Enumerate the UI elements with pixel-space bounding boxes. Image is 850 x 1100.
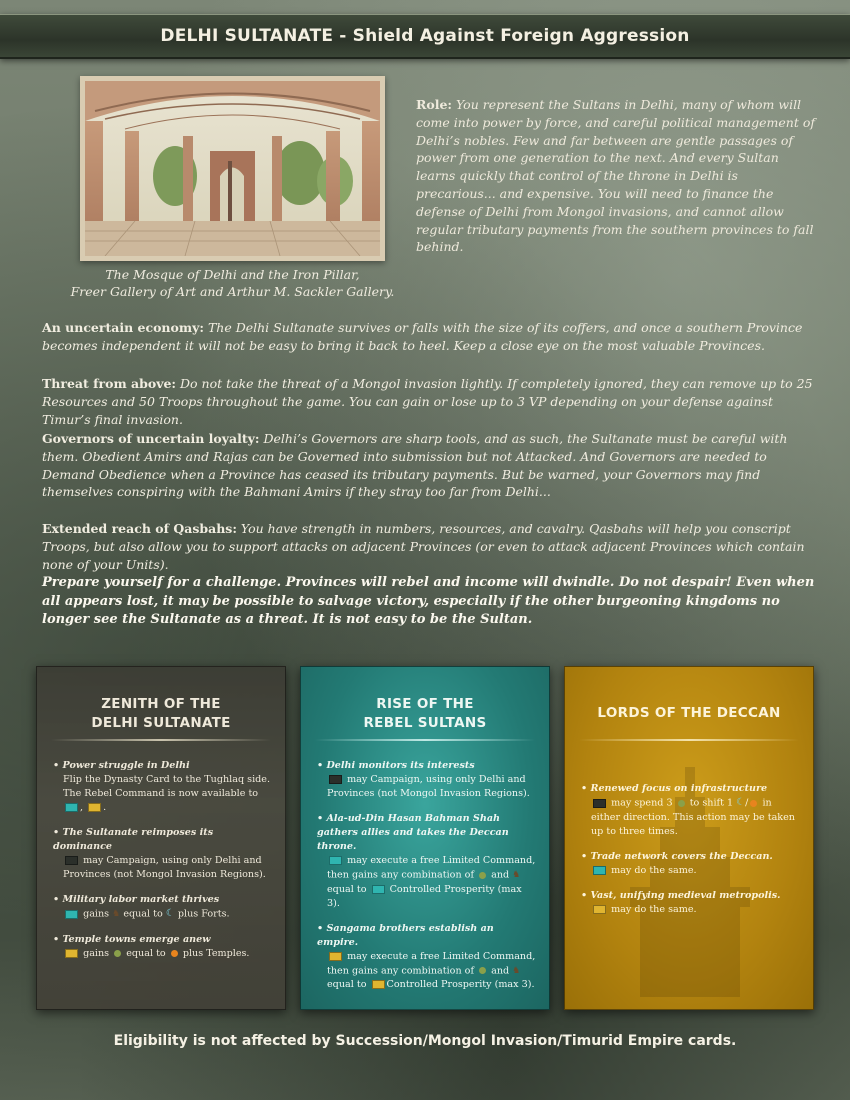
resource-icon <box>114 950 121 957</box>
item-text: may execute a free Limited Command, <box>347 950 536 962</box>
item-text: equal to <box>327 883 367 895</box>
section-economy <box>42 319 817 355</box>
horse-icon: ♞ <box>112 909 121 919</box>
gold-faction-icon <box>329 952 342 961</box>
item-text: up to three times. <box>591 825 678 837</box>
section-title: Extended reach of Qasbahs: <box>42 521 237 536</box>
item-text: to shift 1 <box>689 797 734 809</box>
item-text: in <box>762 797 772 809</box>
card-title-line-1: LORDS OF THE DECCAN <box>597 705 781 721</box>
gold-faction-icon <box>372 980 385 989</box>
card-items <box>317 759 537 1003</box>
card-lords-deccan <box>564 666 814 1010</box>
card-item <box>587 782 801 839</box>
item-text: then gains any combination of <box>327 965 474 976</box>
teal-faction-icon <box>372 885 385 894</box>
card-item <box>587 889 801 917</box>
delhi-faction-icon <box>65 856 78 865</box>
item-heading: • Vast, unifying medieval metropolis. <box>581 889 801 903</box>
title-banner <box>0 14 850 59</box>
item-body <box>323 854 537 911</box>
item-heading: • The Sultanate reimposes its dominance <box>53 826 273 854</box>
section-title: An uncertain economy: <box>42 320 204 335</box>
resource-icon <box>678 800 685 807</box>
item-heading: • Temple towns emerge anew <box>53 933 273 947</box>
card-title-line-2: REBEL SULTANS <box>363 715 487 731</box>
item-text: gains <box>83 908 110 920</box>
item-text: may Campaign, using only Delhi and <box>347 774 526 785</box>
item-text: may spend 3 <box>611 797 673 809</box>
sun-icon <box>171 950 178 957</box>
card-title-line-1: ZENITH OF THE <box>101 696 221 712</box>
item-text: may execute a free Limited Command, <box>347 855 536 866</box>
item-body <box>59 854 273 882</box>
gold-faction-icon <box>65 949 78 958</box>
card-item <box>587 850 801 878</box>
resource-icon <box>479 967 486 974</box>
delhi-faction-icon <box>593 799 606 808</box>
card-title <box>301 695 549 733</box>
teal-faction-icon <box>65 910 78 919</box>
section-text: You have strength in numbers, resources, and cavalry. Qasbahs will help you conscript Troops, but also allow you to support attacks on adjacent Provinces (or even to attack adjacent Provinces which contain none of your Units). <box>42 521 805 572</box>
item-body <box>59 907 273 922</box>
item-heading: • Delhi monitors its interests <box>317 759 537 773</box>
page-title: DELHI SULTANATE - Shield Against Foreign Aggression <box>160 26 690 46</box>
item-text: and <box>491 965 510 976</box>
card-zenith <box>36 666 286 1010</box>
item-text: Flip the Dynasty Card to the Tughlaq side. <box>63 774 271 785</box>
item-text: gains <box>83 947 110 959</box>
item-text: may Campaign, using only Delhi and <box>83 855 262 866</box>
item-heading: • Ala-ud-Din Hasan Bahman Shah gathers allies and takes the Deccan throne. <box>317 812 537 854</box>
role-label: Role: <box>416 97 453 112</box>
delhi-faction-icon <box>329 775 342 784</box>
role-text: You represent the Sultans in Delhi, many of whom will come into power by force, and careful political management of Delhi’s nobles. Few and far between are gentle passages of power from one generation to the next. And every Sultan learns quickly that control of the throne in Delhi is precarious... and expensive. You will need to finance the defense of Delhi from Mongol invasions, and cannot allow regular tributary payments from the southern provinces to fall behind. <box>416 97 815 255</box>
card-items <box>53 759 273 972</box>
item-text: Provinces (not Mongol Invasion Regions). <box>63 869 266 880</box>
gold-faction-icon <box>88 803 101 812</box>
item-text: and <box>491 869 510 881</box>
card-divider <box>51 739 271 741</box>
mosque-image <box>85 81 380 256</box>
card-items <box>587 782 801 928</box>
card-item <box>59 893 273 922</box>
photo-caption <box>70 266 395 300</box>
item-text: equal to <box>126 947 166 959</box>
crescent-icon: ☾ <box>165 908 175 919</box>
role-paragraph <box>416 96 816 256</box>
card-item <box>317 812 537 911</box>
teal-faction-icon <box>593 866 606 875</box>
item-text: may do the same. <box>611 864 697 876</box>
section-text: Delhi’s Governors are sharp tools, and as such, the Sultanate must be careful with them. Obedient Amirs and Rajas can be Governed into submission but not Attacked. And Governors are needed to Demand Obedience when a Province has ceased its tributary payments. But be warned, your Governors may find themselves conspiring with the Bahmani Amirs if they stray too far from Delhi... <box>42 431 788 500</box>
resource-icon <box>479 872 486 879</box>
item-text: then gains any combination of <box>327 869 474 881</box>
crescent-icon: ☾ <box>736 797 746 808</box>
card-item <box>53 826 273 882</box>
item-text: The Rebel Command is now available to <box>63 788 259 799</box>
item-heading: • Military labor market thrives <box>53 893 273 907</box>
card-rise-rebel <box>300 666 550 1010</box>
mosque-illustration <box>80 76 385 261</box>
sun-icon <box>750 800 757 807</box>
card-item <box>59 759 273 815</box>
item-body <box>587 864 801 878</box>
card-title <box>565 704 813 723</box>
item-heading: • Power struggle in Delhi <box>53 759 273 773</box>
item-text: plus Forts. <box>177 908 230 920</box>
item-body <box>323 773 537 801</box>
item-body: Flip the Dynasty Card to the Tughlaq side. The Rebel Command is now available to , . <box>63 774 271 813</box>
eligibility-note: Eligibility is not affected by Succession/Mongol Invasion/Timurid Empire cards. <box>113 1033 737 1049</box>
item-text: either direction. This action may be taken <box>591 811 795 823</box>
horse-icon: ♞ <box>512 870 521 880</box>
teal-faction-icon <box>329 856 342 865</box>
item-text: Controlled Prosperity (max 3). <box>386 979 535 990</box>
gold-faction-icon <box>593 905 606 914</box>
item-heading: • Sangama brothers establish an empire. <box>317 922 537 950</box>
section-threat <box>42 375 817 428</box>
item-body <box>323 950 537 993</box>
card-title <box>37 695 285 733</box>
item-body: may spend 3 to shift 1 ☾/ in either direction. This action may be taken up to three times. <box>591 797 795 837</box>
closing-paragraph: Prepare yourself for a challenge. Provinces will rebel and income will dwindle. Do not despair! Even when all appears lost, it may be possible to salvage victory, especially if the other burgeoning kingdoms no longer see the Sultanate as a threat. It is not easy to be the Sultan. <box>42 575 815 627</box>
card-divider <box>315 739 535 741</box>
section-text: The Delhi Sultanate survives or falls with the size of its coffers, and once a southern Province becomes independent it will not be easy to bring it back to heel. Keep a close eye on the most valuable Provinces. <box>42 320 803 353</box>
card-title-line-2: DELHI SULTANATE <box>91 715 231 731</box>
card-item <box>323 759 537 801</box>
section-title: Threat from above: <box>42 376 177 391</box>
caption-line-1: The Mosque of Delhi and the Iron Pillar, <box>105 267 360 282</box>
horse-icon: ♞ <box>512 965 521 976</box>
section-governors <box>42 430 817 501</box>
item-body <box>59 947 273 961</box>
caption-line-2: Freer Gallery of Art and Arthur M. Sackler Gallery. <box>70 284 395 299</box>
item-text: may do the same. <box>611 903 697 915</box>
item-text: plus Temples. <box>182 947 250 959</box>
item-text: Provinces (not Mongol Invasion Regions). <box>327 788 530 799</box>
section-text: Do not take the threat of a Mongol invasion lightly. If completely ignored, they can remove up to 25 Resources and 50 Troops throughout the game. You can gain or lose up to 3 VP depending on your defense against Timur’s final invasion. <box>42 376 813 427</box>
card-title-line-1: RISE OF THE <box>376 696 474 712</box>
item-heading: • Renewed focus on infrastructure <box>581 782 801 796</box>
item-text: equal to <box>327 979 367 990</box>
teal-faction-icon <box>65 803 78 812</box>
item-body <box>587 903 801 917</box>
section-title: Governors of uncertain loyalty: <box>42 431 260 446</box>
section-qasbahs <box>42 520 817 573</box>
item-heading: • Trade network covers the Deccan. <box>581 850 801 864</box>
item-text: equal to <box>123 908 163 920</box>
item-text: Controlled Prosperity (max 3). <box>327 883 522 909</box>
card-item <box>59 933 273 961</box>
card-item <box>317 922 537 993</box>
